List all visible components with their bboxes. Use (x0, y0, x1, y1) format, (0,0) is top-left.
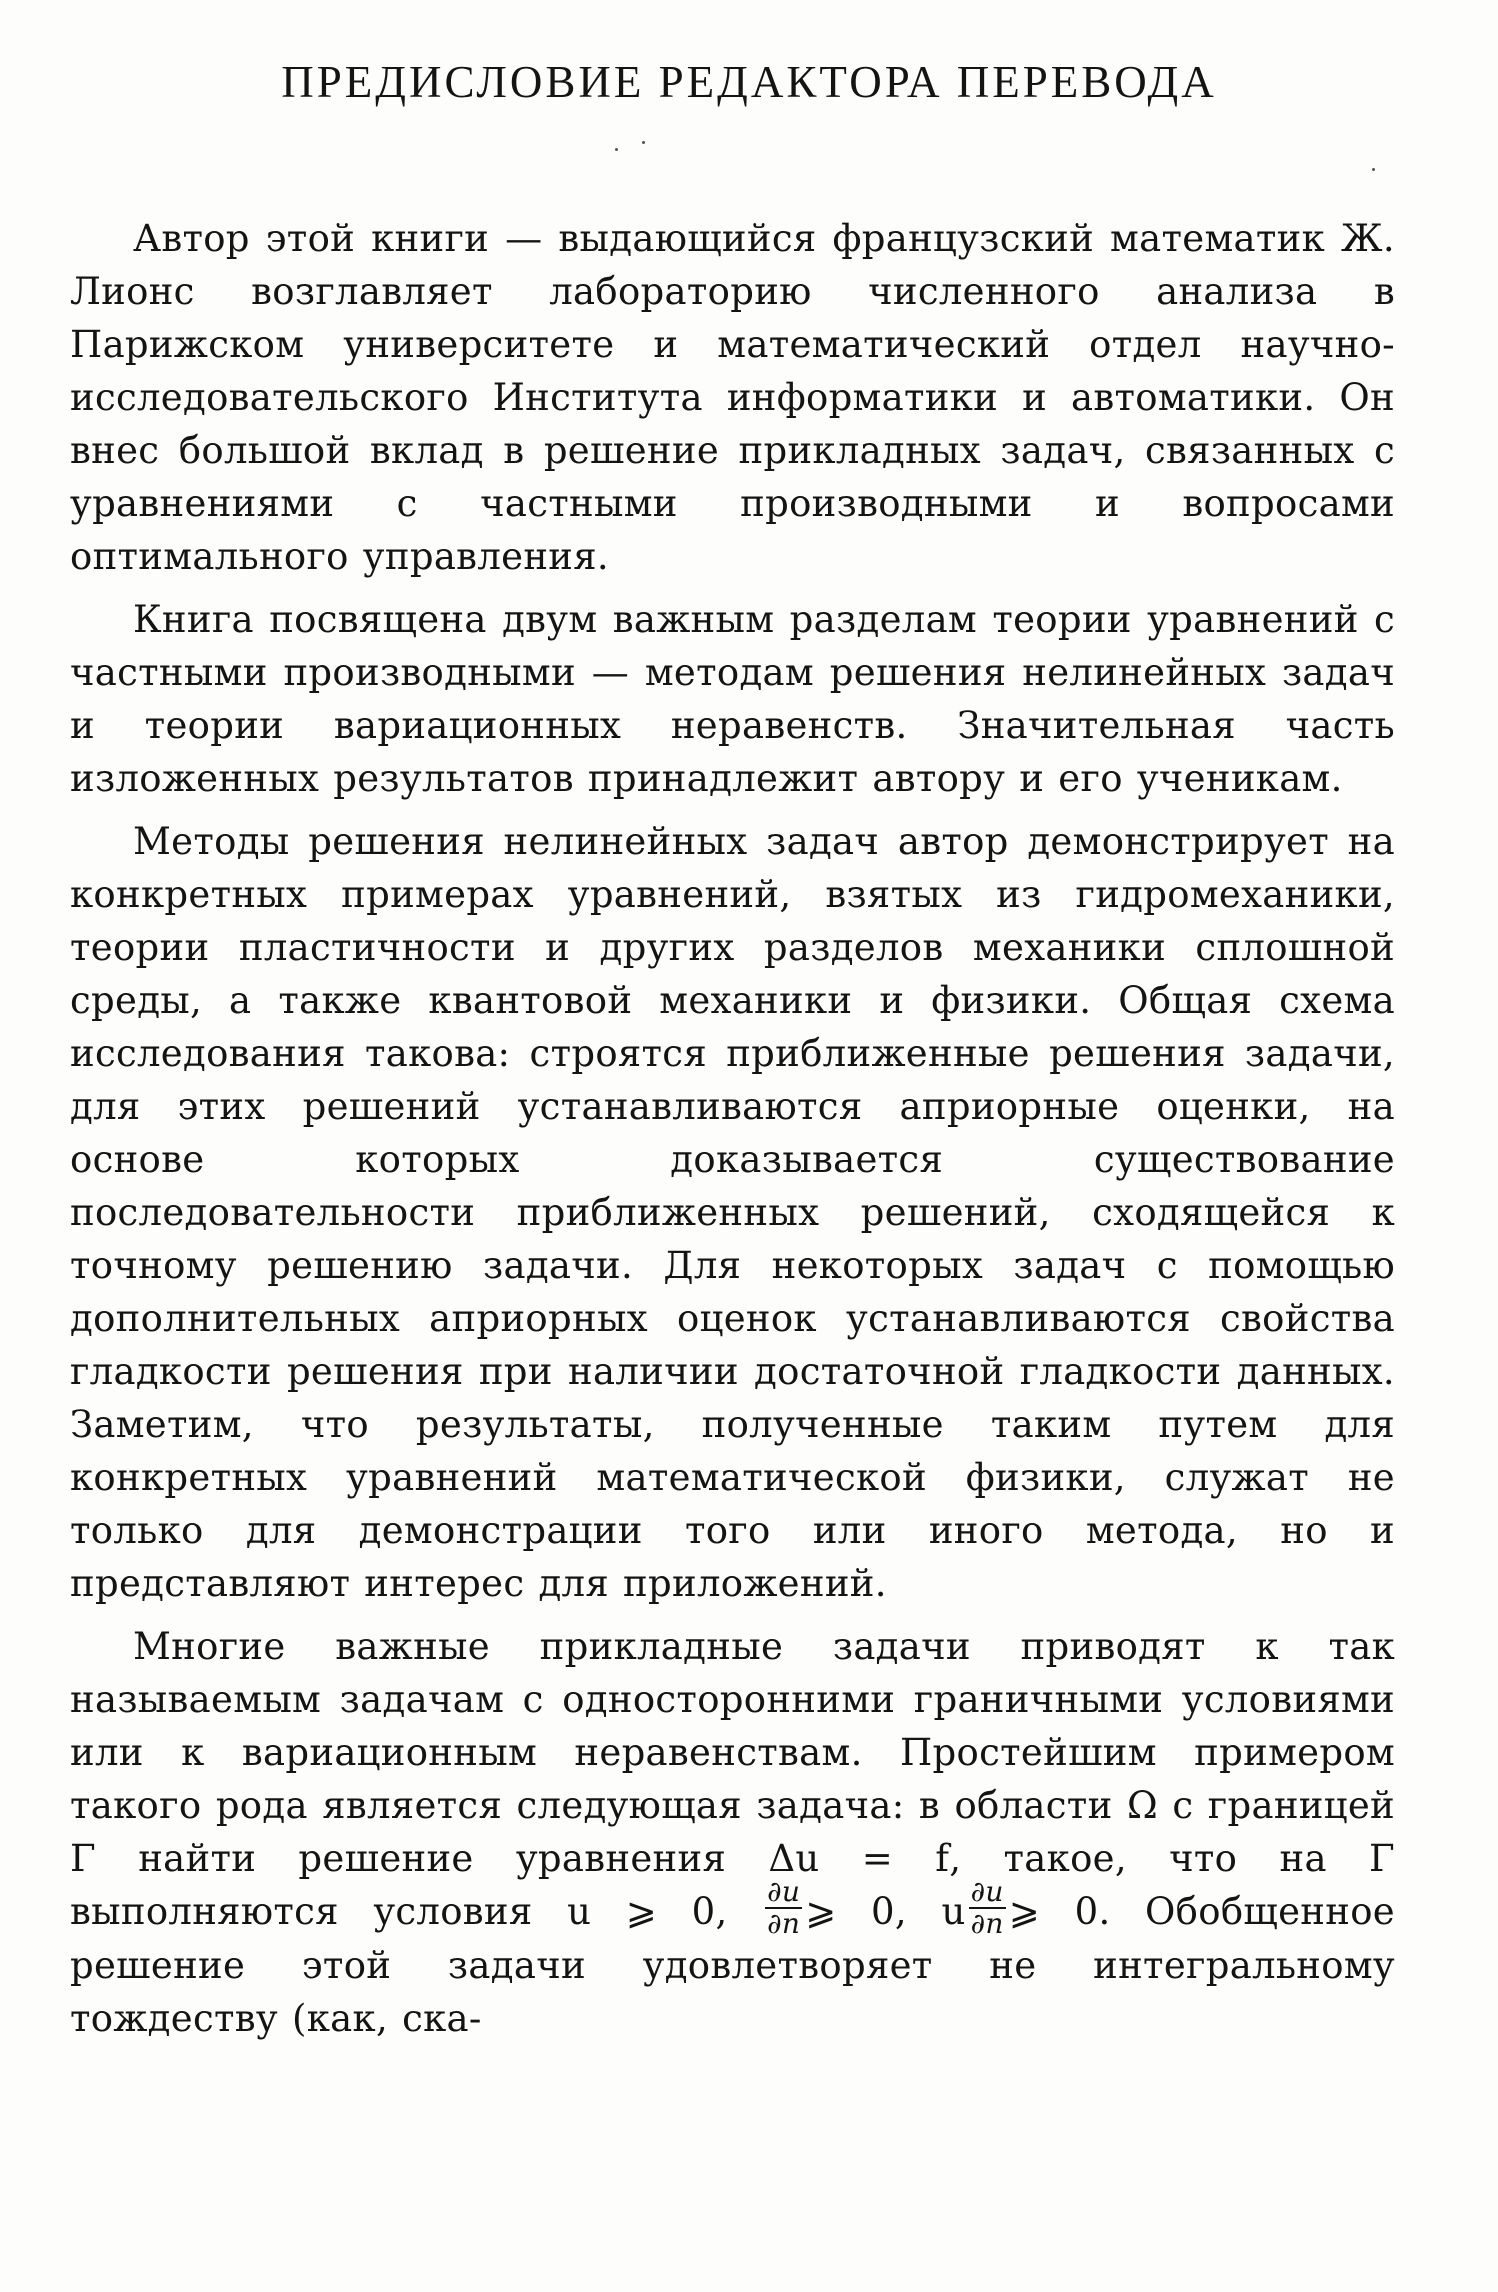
paragraph-2: Книга посвящена двум важным разделам теории уравнений с частными производными — методам решения нелинейных задач и теории вариационных неравенств. Значительная часть изложенных результатов принадлежит автору и его ученикам. (70, 598, 1395, 800)
paragraph-4-text-c: Обобщенное решение этой задачи удовлетворяет не интегральному тождеству (как, ска- (70, 1890, 1395, 2040)
body-text (70, 212, 1395, 2055)
equation-laplace: Δu = f (768, 1837, 950, 1880)
condition-u-nonneg: u ⩾ 0, (567, 1890, 728, 1933)
condition-derivative-nonneg: ⩾ 0, (805, 1890, 907, 1933)
fraction-denominator: ∂n (767, 1906, 801, 1940)
paragraph-4 (70, 1620, 1395, 2045)
paragraph-4-text-a: Многие важные прикладные задачи приводят к так называемым задачам с односторонними граничными условиями или к вариационным неравенствам. Простейшим примером такого рода является следующая задача: в области Ω с границей Γ найти решение уравнения (70, 1625, 1395, 1880)
condition-product-u: u (941, 1890, 966, 1933)
paragraph-3: Методы решения нелинейных задач автор демонстрирует на конкретных примерах уравнений, взятых из гидромеханики, теории пластичности и других разделов механики сплошной среды, а также квантовой механики и физики. Общая схема исследования такова: строятся приближенные решения задачи, для этих решений устанавливаются априорные оценки, на основе которых доказывается существование последовательности приближенных решений, сходящейся к точному решению задачи. Для некоторых задач с помощью дополнительных априорных оценок устанавливаются свойства гладкости решения при наличии достаточной гладкости данных. Заметим, что результаты, полученные таким путем для конкретных уравнений математической физики, служат не только для демонстрации того или иного метода, но и представляют интерес для приложений. (70, 820, 1395, 1605)
scan-speck (642, 141, 645, 144)
paragraph-4-text-b: , такое, что на Γ выполняются условия (70, 1837, 1395, 1933)
fraction-denominator-2: ∂n (970, 1906, 1004, 1940)
fraction-numerator-2: ∂u (970, 1874, 1004, 1908)
fraction-numerator: ∂u (767, 1874, 801, 1908)
scan-speck (615, 148, 618, 151)
paragraph-1: Автор этой книги — выдающийся французский математик Ж. Лионс возглавляет лабораторию численного анализа в Парижском университете и математический отдел научно-исследовательского Института информатики и автоматики. Он внес большой вклад в решение прикладных задач, связанных с уравнениями с частными производными и вопросами оптимального управления. (70, 217, 1395, 578)
page-title: ПРЕДИСЛОВИЕ РЕДАКТОРА ПЕРЕВОДА (281, 57, 1217, 107)
normal-derivative-fraction-2 (969, 1874, 1006, 1940)
normal-derivative-fraction (765, 1874, 802, 1940)
scan-speck (1372, 168, 1375, 171)
condition-product-nonneg: ⩾ 0. (1008, 1890, 1111, 1933)
